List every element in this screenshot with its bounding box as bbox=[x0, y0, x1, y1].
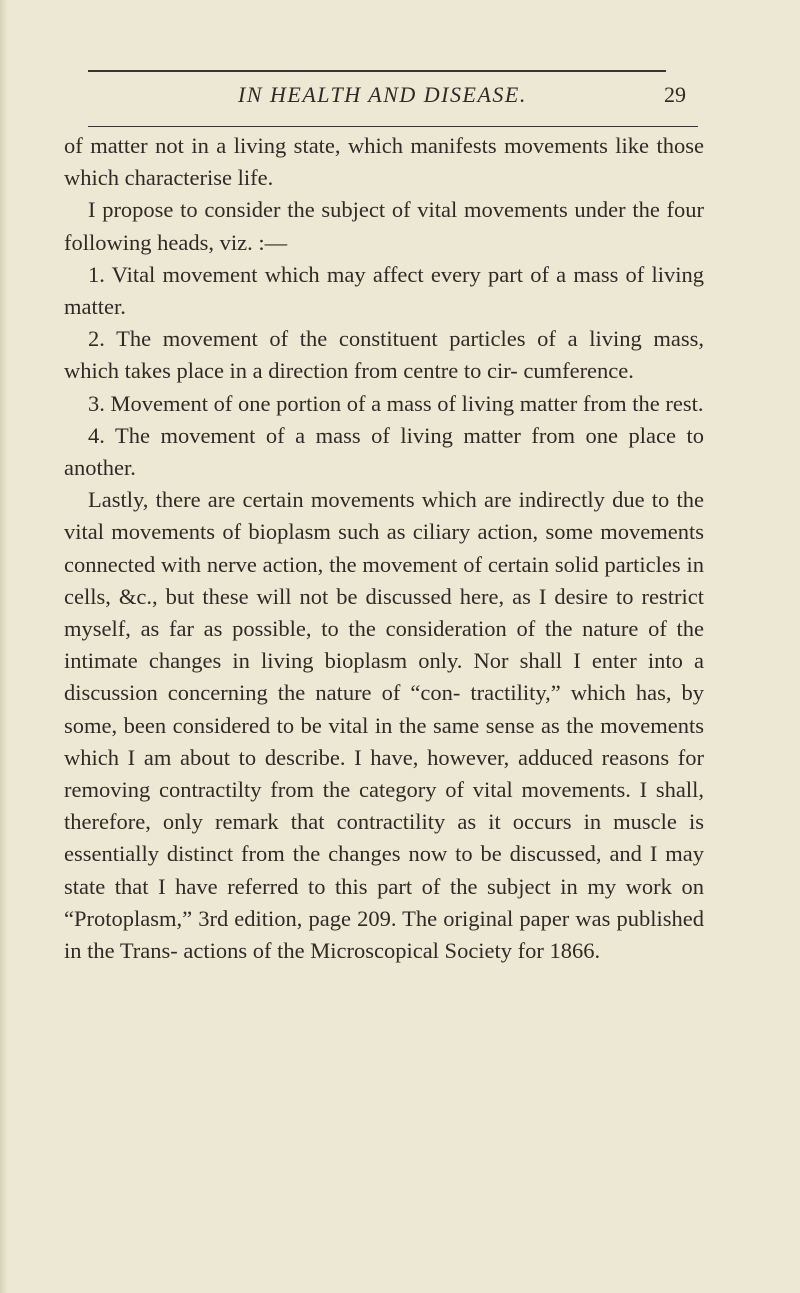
paragraph-proposal: I propose to consider the subject of vital movements under the four following heads, viz. :— bbox=[64, 197, 704, 255]
body-text bbox=[64, 130, 704, 967]
list-item-4: 4. The movement of a mass of living matter from one place to another. bbox=[64, 422, 704, 481]
running-head: IN HEALTH AND DISEASE. bbox=[238, 82, 527, 107]
list-item-1: 1. Vital movement which may affect every part of a mass of living matter. bbox=[64, 261, 704, 320]
paragraph-continuation: of matter not in a living state, which manifests movements like those which characterise life. bbox=[64, 133, 704, 191]
paragraph-lastly: Lastly, there are certain movements which are indirectly due to the vital movements of bioplasm such as ciliary action, some movements connected with nerve action, the movement of certain solid particles in cells, &c., but these will not be discussed here, as I desire to restrict myself, as far as possible, to the consideration of the nature of the intimate changes in living bioplasm only. Nor shall I enter into a discussion concerning the nature of “con- tractility,” which has, by some, been considered to be vital in the same sense as the movements which I am about to describe. I have, however, adduced reasons for removing contractilty from the category of vital movements. I shall, therefore, only remark that contractility as it occurs in muscle is essentially distinct from the changes now to be discussed, and I may state that I have referred to this part of the subject in my work on “Protoplasm,” 3rd edition, page 209. The original paper was published in the Trans- actions of the Microscopical Society for 1866. bbox=[64, 487, 704, 964]
header-rule-bottom bbox=[88, 126, 698, 127]
header-rule-top bbox=[88, 70, 666, 72]
list-item-2: 2. The movement of the constituent particles of a living mass, which takes place in a direction from centre to cir- cumference. bbox=[64, 326, 704, 384]
page-number: 29 bbox=[664, 82, 686, 107]
list-item-3: 3. Movement of one portion of a mass of living matter from the rest. bbox=[88, 390, 704, 416]
page-edge-shadow bbox=[0, 0, 8, 1293]
